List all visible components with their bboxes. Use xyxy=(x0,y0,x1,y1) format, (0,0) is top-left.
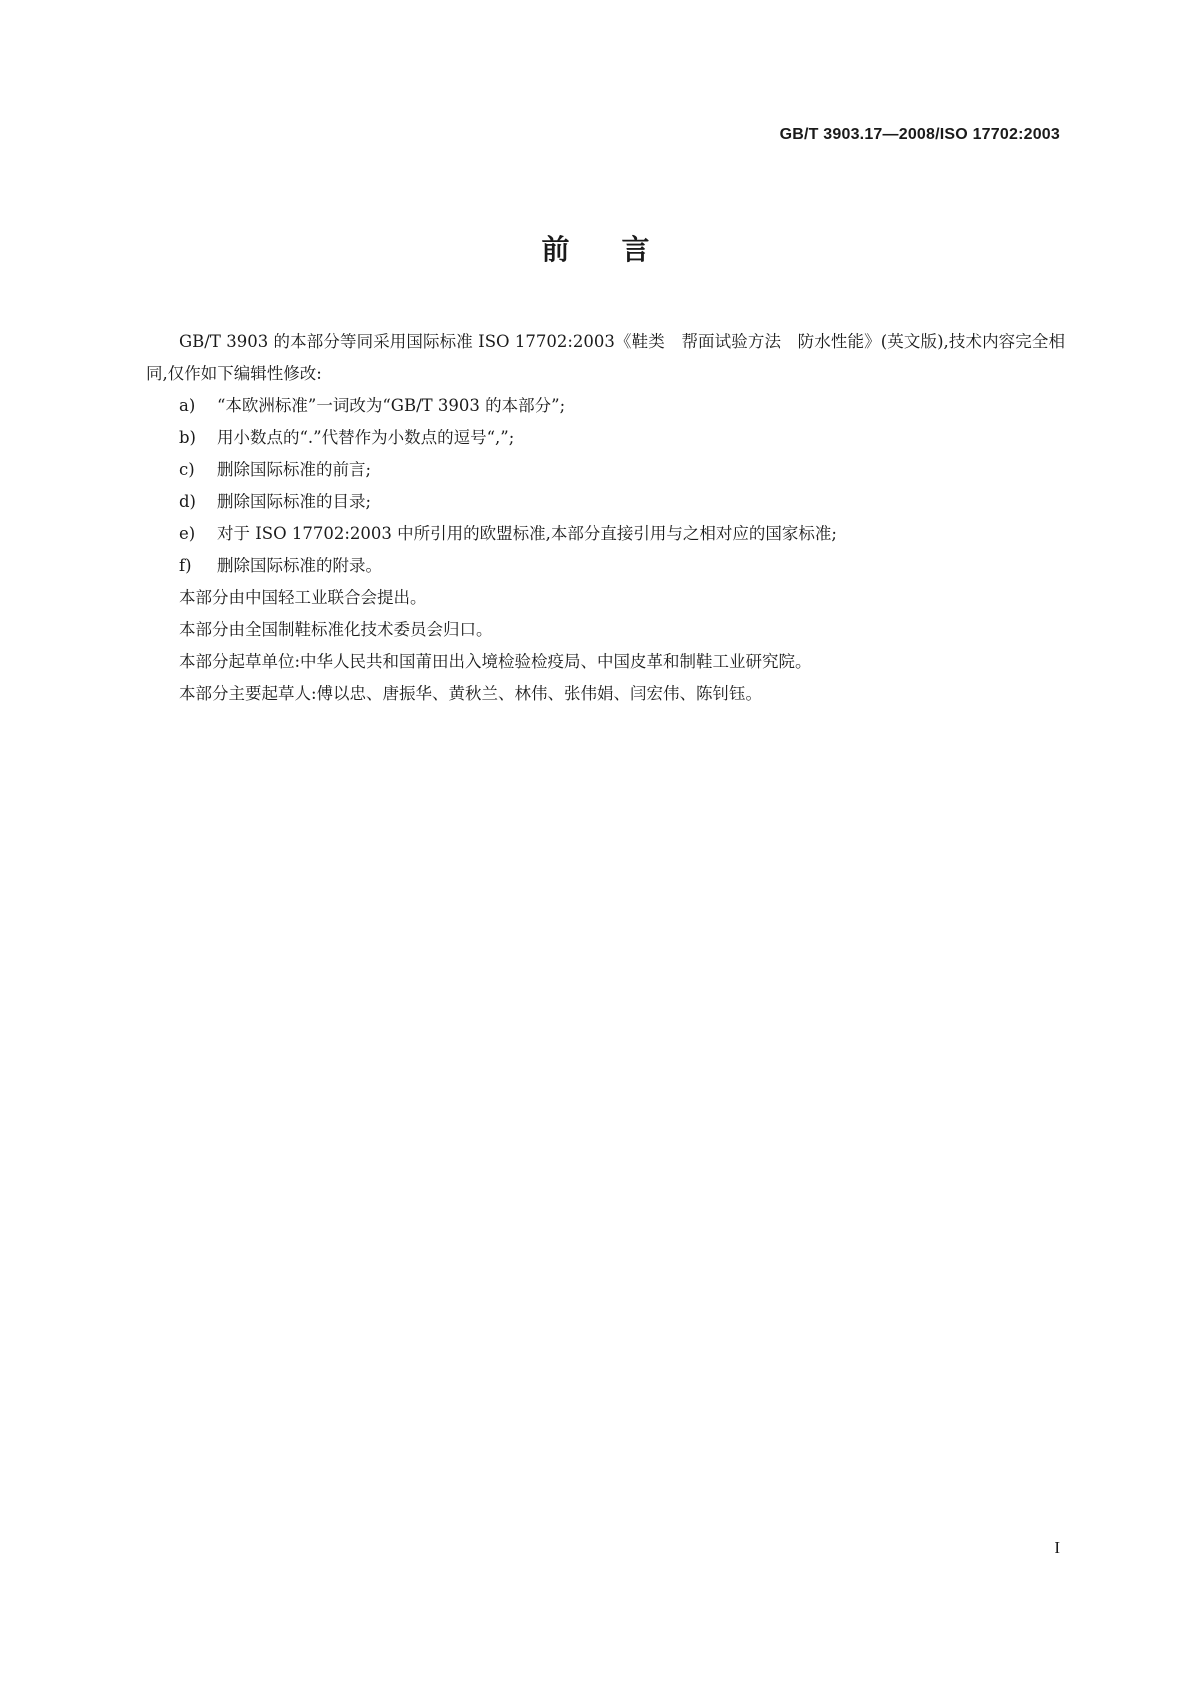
list-marker: b) xyxy=(179,428,196,447)
list-item xyxy=(146,550,1065,582)
proposed-by-statement: 本部分由中国轻工业联合会提出。 xyxy=(179,588,427,607)
standard-code-header: GB/T 3903.17—2008/ISO 17702:2003 xyxy=(779,126,1060,143)
list-item xyxy=(146,486,1065,518)
drafting-units-statement: 本部分起草单位:中华人民共和国莆田出入境检验检疫局、中国皮革和制鞋工业研究院。 xyxy=(179,652,812,671)
list-item-text: 删除国际标准的前言; xyxy=(217,460,372,479)
list-marker: e) xyxy=(179,524,196,543)
list-marker: d) xyxy=(179,492,196,511)
list-item xyxy=(146,390,1065,422)
list-item xyxy=(146,518,1065,550)
page-number: I xyxy=(1054,1538,1060,1557)
centralized-by-statement: 本部分由全国制鞋标准化技术委员会归口。 xyxy=(179,620,493,639)
intro-paragraph: GB/T 3903 的本部分等同采用国际标准 ISO 17702:2003《鞋类 帮面试验方法 防水性能》(英文版),技术内容完全相同,仅作如下编辑性修改: xyxy=(146,332,1065,383)
preface-body xyxy=(146,326,1065,710)
list-item-text: 用小数点的“.”代替作为小数点的逗号“,”; xyxy=(217,428,515,447)
list-item-text: 删除国际标准的附录。 xyxy=(217,556,382,575)
list-marker: c) xyxy=(179,460,195,479)
list-marker: f) xyxy=(179,556,192,575)
list-item xyxy=(146,422,1065,454)
list-item-text: “本欧洲标准”一词改为“GB/T 3903 的本部分”; xyxy=(217,396,566,415)
list-item xyxy=(146,454,1065,486)
list-item-text: 对于 ISO 17702:2003 中所引用的欧盟标准,本部分直接引用与之相对应的国家标准; xyxy=(217,524,837,543)
drafters-statement: 本部分主要起草人:傅以忠、唐振华、黄秋兰、林伟、张伟娟、闫宏伟、陈钊钰。 xyxy=(179,684,763,703)
page-title: 前言 xyxy=(541,233,702,266)
list-item-text: 删除国际标准的目录; xyxy=(217,492,372,511)
list-marker: a) xyxy=(179,396,196,415)
